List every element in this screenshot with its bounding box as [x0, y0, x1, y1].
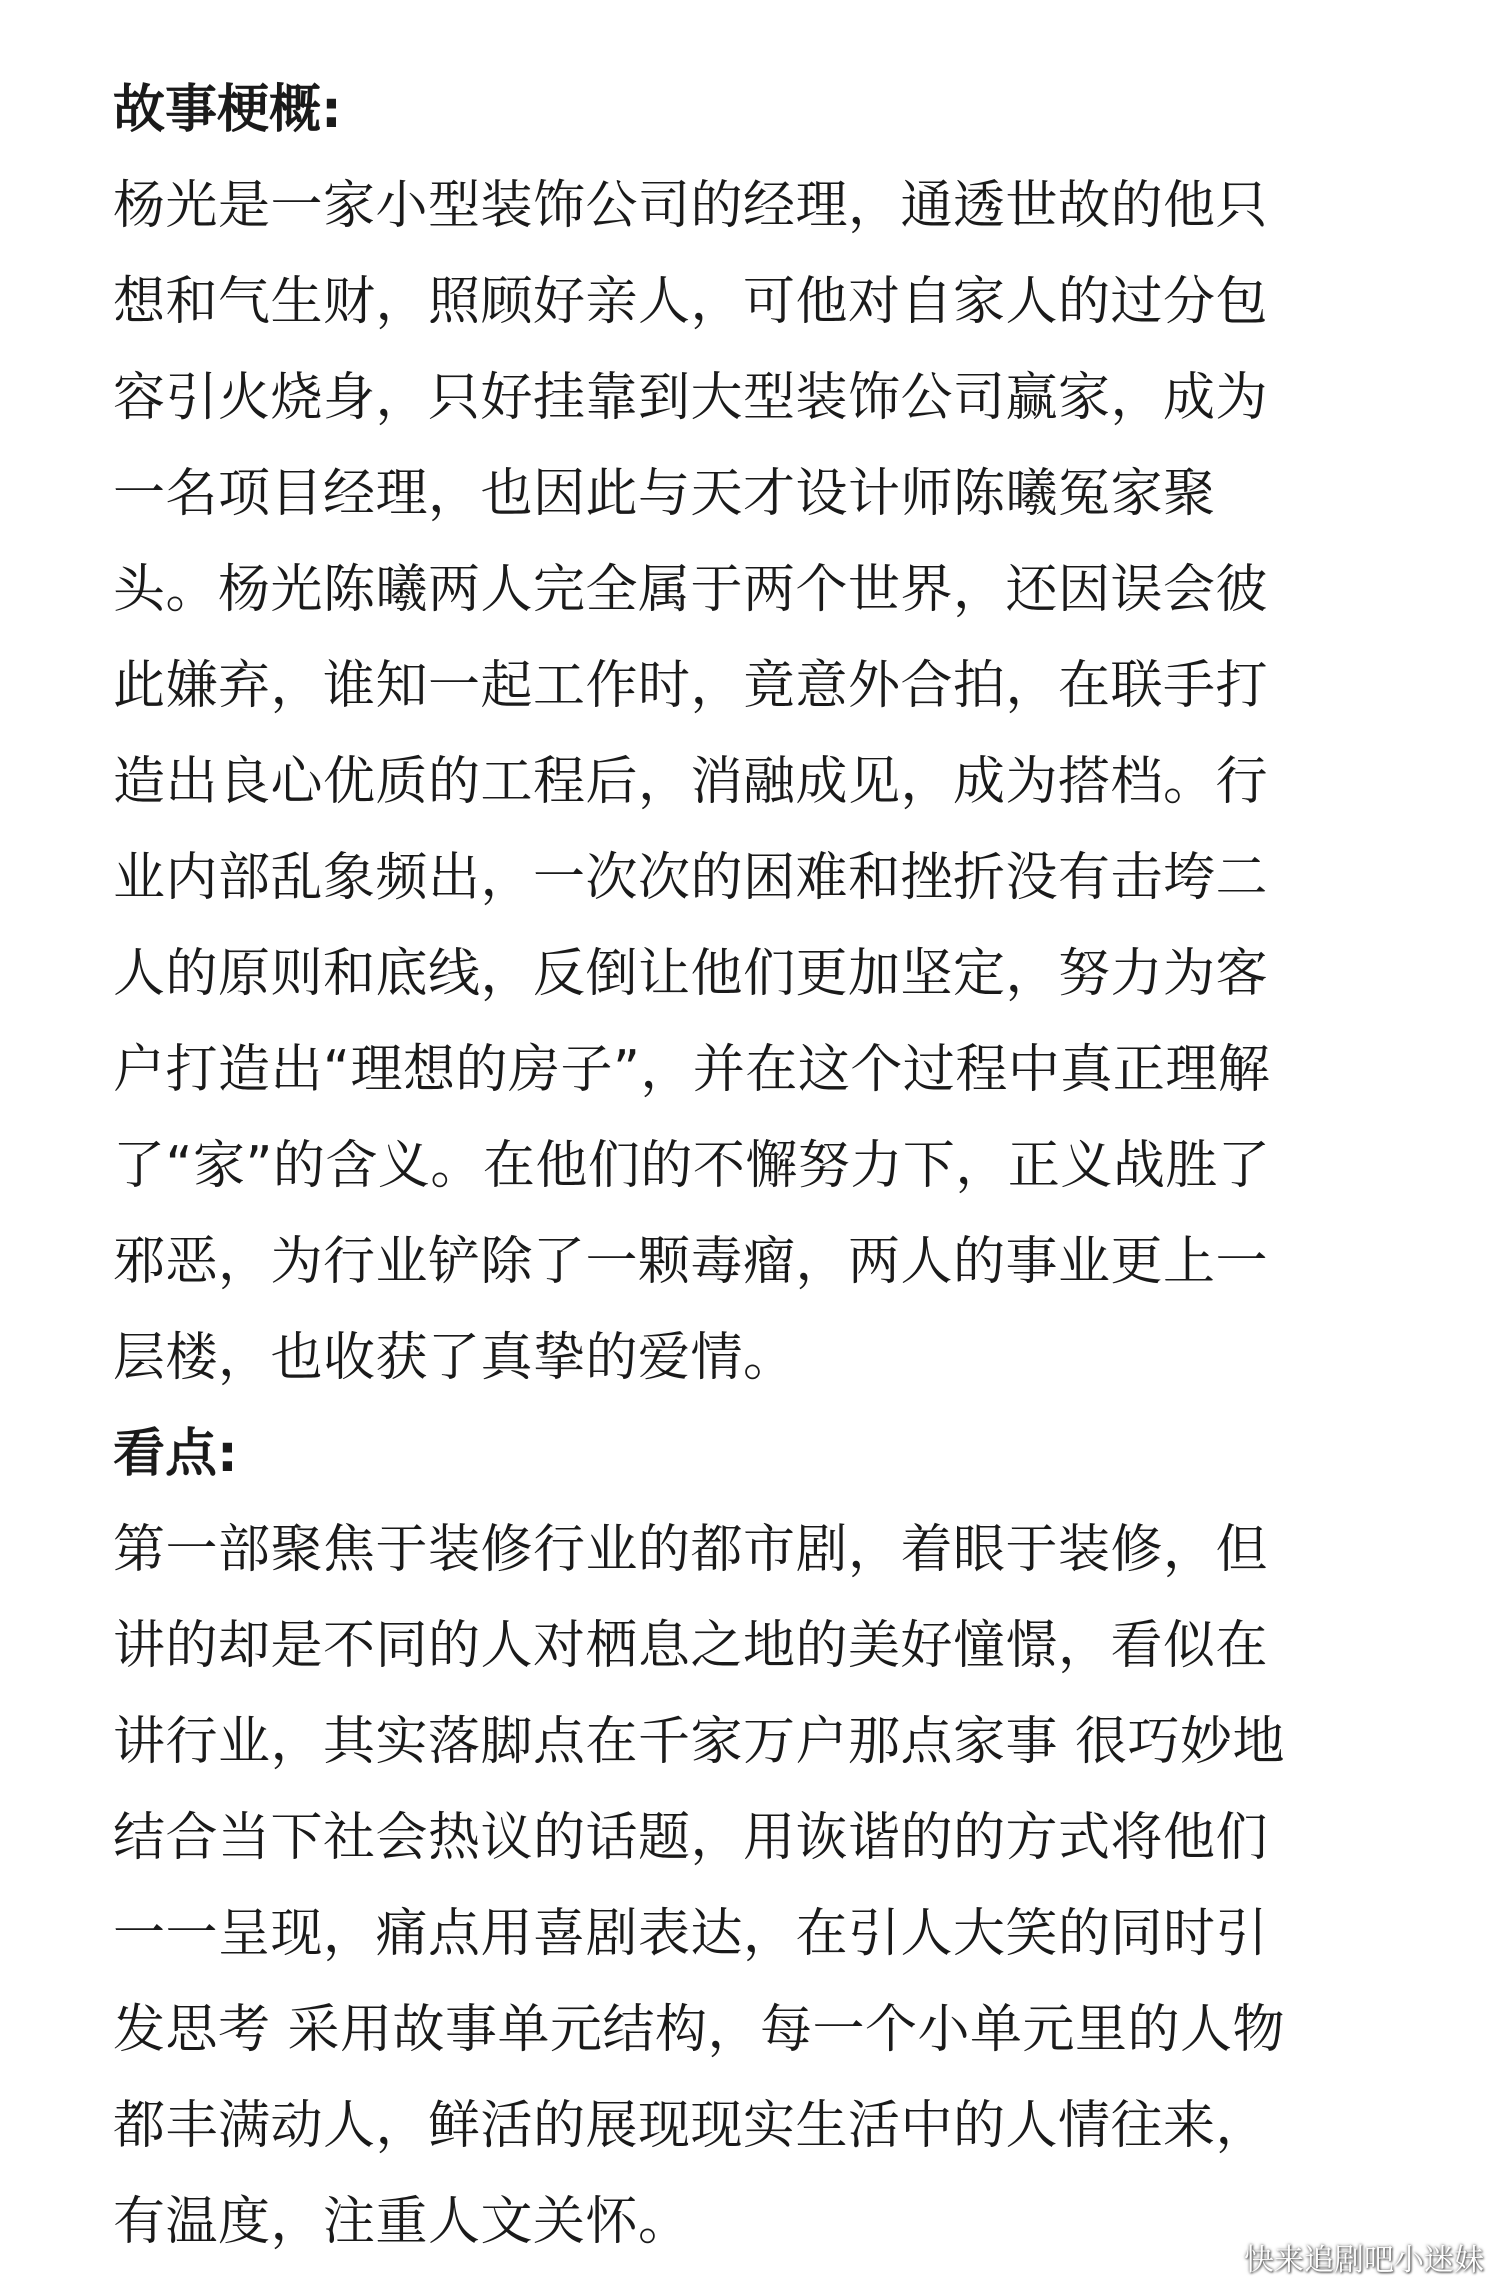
article-body: [113, 62, 1383, 2270]
synopsis-line: 户打造出“理想的房子”，并在这个过程中真正理解: [113, 1040, 1271, 1100]
synopsis-line: 造出良心优质的工程后，消融成见，成为搭档。行: [113, 752, 1269, 812]
synopsis-line: 一名项目经理，也因此与天才设计师陈曦冤家聚: [113, 464, 1216, 524]
synopsis-line: 想和气生财，照顾好亲人，可他对自家人的过分包: [113, 272, 1269, 332]
highlights-line: 有温度，注重人文关怀。: [113, 2192, 691, 2252]
highlights-line: 结合当下社会热议的话题，用诙谐的的方式将他们: [113, 1808, 1269, 1868]
highlights-line: 都丰满动人，鲜活的展现现实生活中的人情往来，: [113, 2096, 1269, 2156]
highlights-paragraph: [113, 1502, 1383, 2270]
synopsis-line: 了“家”的含义。在他们的不懈努力下，正义战胜了: [113, 1136, 1271, 1196]
synopsis-heading: 故事梗概:: [113, 80, 342, 140]
highlights-line: 第一部聚焦于装修行业的都市剧，着眼于装修，但: [113, 1520, 1269, 1580]
synopsis-paragraph: [113, 158, 1383, 1406]
synopsis-line: 层楼，也收获了真挚的爱情。: [113, 1328, 796, 1388]
synopsis-line: 业内部乱象频出，一次次的困难和挫折没有击垮二: [113, 848, 1269, 908]
synopsis-line: 此嫌弃，谁知一起工作时，竟意外合拍，在联手打: [113, 656, 1269, 716]
highlights-line: 一一呈现，痛点用喜剧表达，在引人大笑的同时引: [113, 1904, 1269, 1964]
highlights-line: 发思考 采用故事单元结构，每一个小单元里的人物: [113, 2000, 1286, 2060]
highlights-line: 讲的却是不同的人对栖息之地的美好憧憬，看似在: [113, 1616, 1269, 1676]
synopsis-line: 人的原则和底线，反倒让他们更加坚定，努力为客: [113, 944, 1269, 1004]
highlights-heading: 看点:: [113, 1424, 238, 1484]
synopsis-line: 头。杨光陈曦两人完全属于两个世界，还因误会彼: [113, 560, 1269, 620]
synopsis-line: 容引火烧身，只好挂靠到大型装饰公司赢家，成为: [113, 368, 1269, 428]
synopsis-line: 杨光是一家小型装饰公司的经理，通透世故的他只: [113, 176, 1269, 236]
watermark: 快来追剧吧小迷妹: [1244, 2243, 1484, 2278]
highlights-line: 讲行业，其实落脚点在千家万户那点家事 很巧妙地: [113, 1712, 1286, 1772]
synopsis-line: 邪恶，为行业铲除了一颗毒瘤，两人的事业更上一: [113, 1232, 1269, 1292]
